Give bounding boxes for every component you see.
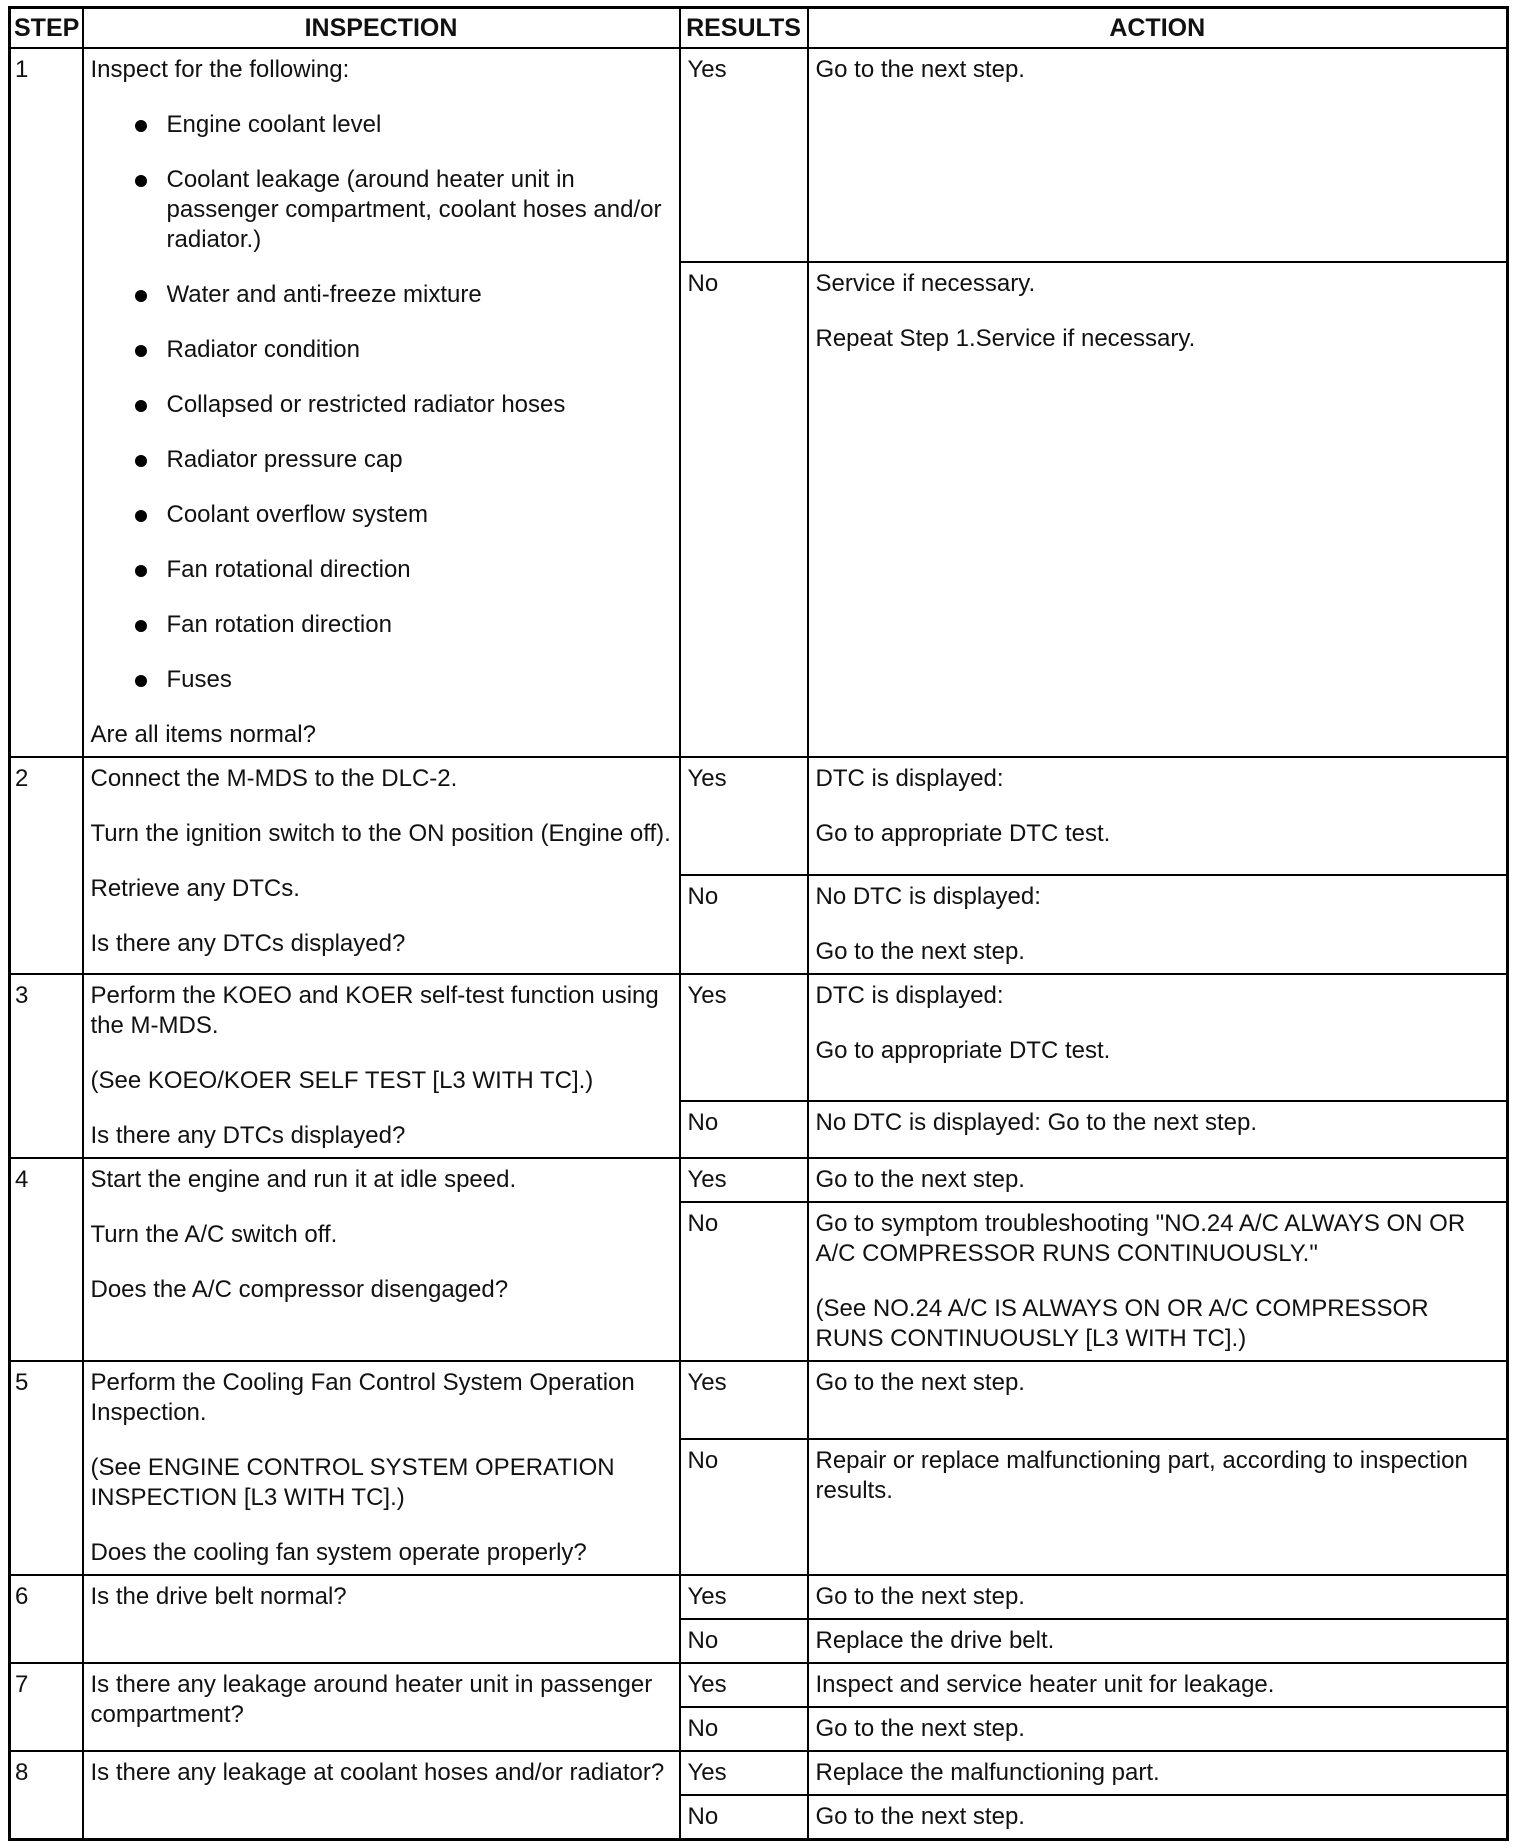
list-item-text: Coolant leakage (around heater unit in passenger compartment, coolant hoses and/or radiator.)	[166, 166, 662, 253]
action-text: Inspect and service heater unit for leakage.	[815, 1671, 1275, 1698]
inspection-question: Is there any DTCs displayed?	[90, 930, 406, 957]
action-text: Service if necessary.	[815, 270, 1036, 297]
inspection-text: Perform the KOEO and KOER self-test function using the M-MDS.	[90, 982, 659, 1039]
inspection-text: Inspect for the following:	[90, 56, 350, 83]
step-number: 7	[10, 1663, 83, 1751]
list-item	[129, 555, 673, 585]
bullet-icon	[135, 345, 147, 357]
list-item	[129, 665, 673, 695]
inspection-text: (See ENGINE CONTROL SYSTEM OPERATION INSPECTION [L3 WITH TC].)	[90, 1454, 615, 1511]
bullet-icon	[135, 565, 147, 577]
list-item-text: Fan rotation direction	[166, 611, 392, 638]
inspection-text: Turn the A/C switch off.	[90, 1221, 338, 1248]
action-text: Go to appropriate DTC test.	[815, 820, 1111, 847]
list-item-text: Engine coolant level	[166, 111, 382, 138]
inspection-text: Perform the Cooling Fan Control System Operation Inspection.	[90, 1369, 635, 1426]
list-item-text: Fuses	[166, 666, 232, 693]
diagnostic-table	[8, 6, 1509, 1841]
inspection-text: (See KOEO/KOER SELF TEST [L3 WITH TC].)	[90, 1067, 594, 1094]
inspection-cell	[83, 1663, 680, 1751]
inspection-cell	[83, 1158, 680, 1361]
list-item	[129, 610, 673, 640]
inspection-question: Is there any leakage around heater unit in passenger compartment?	[90, 1671, 653, 1728]
action-cell	[808, 1101, 1508, 1158]
action-text: Go to the next step.	[815, 1369, 1025, 1396]
result-cell: No	[680, 262, 808, 757]
result-cell: No	[680, 1619, 808, 1663]
result-cell: Yes	[680, 48, 808, 262]
action-text: (See NO.24 A/C IS ALWAYS ON OR A/C COMPRESSOR RUNS CONTINUOUSLY [L3 WITH TC].)	[815, 1295, 1429, 1352]
step-number: 3	[10, 974, 83, 1158]
inspection-text: Connect the M-MDS to the DLC-2.	[90, 765, 458, 792]
action-text: Go to the next step.	[815, 1166, 1025, 1193]
table-row	[10, 974, 1508, 1101]
bullet-icon	[135, 510, 147, 522]
action-cell	[808, 1575, 1508, 1619]
action-cell	[808, 1751, 1508, 1795]
action-text: No DTC is displayed:	[815, 883, 1041, 910]
inspection-question: Is there any leakage at coolant hoses and/or radiator?	[90, 1759, 665, 1786]
step-number: 8	[10, 1751, 83, 1840]
action-text: Go to the next step.	[815, 1583, 1025, 1610]
result-cell: No	[680, 1795, 808, 1840]
action-text: Repeat Step 1.Service if necessary.	[815, 325, 1196, 352]
table-header-row	[10, 8, 1508, 49]
list-item-text: Radiator condition	[166, 336, 360, 363]
action-text: Go to the next step.	[815, 56, 1025, 83]
result-cell: Yes	[680, 1575, 808, 1619]
action-text: Go to the next step.	[815, 1803, 1025, 1830]
inspection-question: Are all items normal?	[90, 721, 316, 748]
step-number: 4	[10, 1158, 83, 1361]
table-row	[10, 757, 1508, 875]
list-item-text: Fan rotational direction	[166, 556, 411, 583]
inspection-question: Is the drive belt normal?	[90, 1583, 347, 1610]
step-number: 2	[10, 757, 83, 974]
action-cell	[808, 1361, 1508, 1439]
result-cell: No	[680, 1202, 808, 1361]
action-cell	[808, 757, 1508, 875]
list-item	[129, 110, 673, 140]
action-cell	[808, 1795, 1508, 1840]
inspection-text: Retrieve any DTCs.	[90, 875, 300, 902]
action-cell	[808, 1158, 1508, 1202]
action-cell	[808, 1707, 1508, 1751]
bullet-icon	[135, 620, 147, 632]
table-row	[10, 48, 1508, 262]
inspection-question: Does the cooling fan system operate properly?	[90, 1539, 587, 1566]
list-item	[129, 500, 673, 530]
action-cell	[808, 1202, 1508, 1361]
action-text: Go to symptom troubleshooting "NO.24 A/C ALWAYS ON OR A/C COMPRESSOR RUNS CONTINUOUSLY."	[815, 1210, 1466, 1267]
action-cell	[808, 875, 1508, 974]
action-text: Replace the malfunctioning part.	[815, 1759, 1160, 1786]
list-item-text: Water and anti-freeze mixture	[166, 281, 482, 308]
result-cell: Yes	[680, 1158, 808, 1202]
result-cell: No	[680, 1439, 808, 1575]
inspection-question: Is there any DTCs displayed?	[90, 1122, 406, 1149]
list-item	[129, 445, 673, 475]
header-results: RESULTS	[680, 8, 808, 49]
inspection-cell	[83, 1361, 680, 1575]
action-text: Go to the next step.	[815, 938, 1025, 965]
result-cell: No	[680, 1707, 808, 1751]
bullet-icon	[135, 175, 147, 187]
action-cell	[808, 1663, 1508, 1707]
list-item	[129, 335, 673, 365]
inspection-cell	[83, 974, 680, 1158]
result-cell: No	[680, 1101, 808, 1158]
inspection-text: Turn the ignition switch to the ON position (Engine off).	[90, 820, 671, 847]
bullet-icon	[135, 120, 147, 132]
action-text: DTC is displayed:	[815, 982, 1004, 1009]
result-cell: Yes	[680, 1663, 808, 1707]
action-text: DTC is displayed:	[815, 765, 1004, 792]
action-cell	[808, 1619, 1508, 1663]
action-cell	[808, 48, 1508, 262]
list-item-text: Collapsed or restricted radiator hoses	[166, 391, 566, 418]
result-cell: Yes	[680, 974, 808, 1101]
list-item-text: Radiator pressure cap	[166, 446, 403, 473]
table-row	[10, 1663, 1508, 1707]
action-text: Go to appropriate DTC test.	[815, 1037, 1111, 1064]
list-item	[129, 280, 673, 310]
inspection-text: Start the engine and run it at idle speed.	[90, 1166, 517, 1193]
step-number: 1	[10, 48, 83, 757]
step-number: 5	[10, 1361, 83, 1575]
inspection-question: Does the A/C compressor disengaged?	[90, 1276, 509, 1303]
action-text: No DTC is displayed: Go to the next step.	[815, 1109, 1258, 1136]
result-cell: No	[680, 875, 808, 974]
diagnostic-procedure-page	[8, 6, 1506, 1841]
bullet-icon	[135, 290, 147, 302]
header-inspection: INSPECTION	[83, 8, 680, 49]
bullet-icon	[135, 455, 147, 467]
inspection-cell	[83, 1575, 680, 1663]
table-row	[10, 1751, 1508, 1795]
bullet-icon	[135, 400, 147, 412]
header-step: STEP	[10, 8, 83, 49]
action-cell	[808, 262, 1508, 757]
inspection-checklist	[91, 110, 673, 695]
table-row	[10, 1361, 1508, 1439]
list-item	[129, 165, 673, 255]
result-cell: Yes	[680, 757, 808, 875]
action-text: Repair or replace malfunctioning part, according to inspection results.	[815, 1447, 1468, 1504]
table-row	[10, 1575, 1508, 1619]
header-action: ACTION	[808, 8, 1508, 49]
step-number: 6	[10, 1575, 83, 1663]
result-cell: Yes	[680, 1361, 808, 1439]
action-cell	[808, 1439, 1508, 1575]
inspection-cell	[83, 1751, 680, 1840]
list-item	[129, 390, 673, 420]
bullet-icon	[135, 675, 147, 687]
action-text: Replace the drive belt.	[815, 1627, 1055, 1654]
action-cell	[808, 974, 1508, 1101]
inspection-cell	[83, 757, 680, 974]
result-cell: Yes	[680, 1751, 808, 1795]
table-row	[10, 1158, 1508, 1202]
list-item-text: Coolant overflow system	[166, 501, 428, 528]
inspection-cell	[83, 48, 680, 757]
action-text: Go to the next step.	[815, 1715, 1025, 1742]
